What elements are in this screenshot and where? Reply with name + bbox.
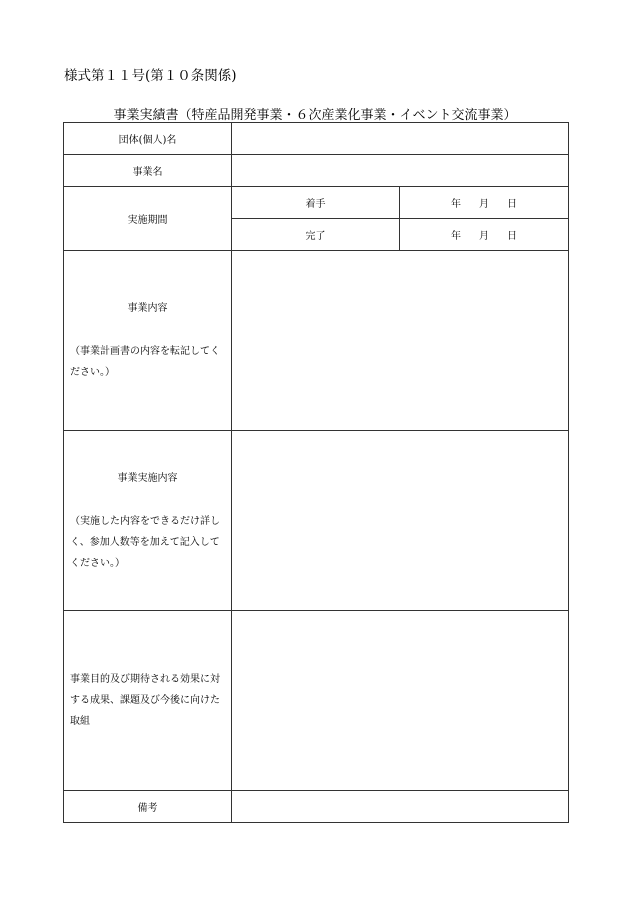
report-form-table (63, 122, 569, 823)
project-name-label: 事業名 (64, 155, 232, 187)
impl-content-cell (64, 431, 232, 611)
period-label: 実施期間 (64, 187, 232, 251)
period-start-row (64, 187, 569, 219)
form-number: 様式第１１号(第１０条関係) (64, 68, 237, 84)
end-month-label: 月 (479, 231, 489, 242)
results-label: 事業目的及び期待される効果に対する成果、課題及び今後に向けた取組 (64, 611, 232, 791)
org-name-row (64, 123, 569, 155)
end-date-field[interactable] (400, 219, 569, 251)
impl-content-label: 事業実施内容 (117, 472, 178, 484)
remarks-label: 備考 (64, 791, 232, 823)
start-label: 着手 (232, 187, 400, 219)
end-day-label: 日 (507, 231, 517, 242)
results-field[interactable] (232, 611, 569, 791)
project-name-field[interactable] (232, 155, 569, 187)
impl-content-row (64, 431, 569, 611)
plan-content-row (64, 251, 569, 431)
project-name-row (64, 155, 569, 187)
remarks-row (64, 791, 569, 823)
org-name-field[interactable] (232, 123, 569, 155)
plan-content-note: （事業計画書の内容を転記してください。） (70, 346, 220, 378)
plan-content-label: 事業内容 (127, 303, 168, 314)
end-year-label: 年 (451, 231, 461, 242)
document-title: 事業実績書（特産品開発事業・６次産業化事業・イベント交流事業） (113, 108, 517, 123)
impl-content-field[interactable] (232, 431, 569, 611)
start-year-label: 年 (451, 199, 461, 210)
start-day-label: 日 (507, 199, 517, 210)
remarks-field[interactable] (232, 791, 569, 823)
end-label: 完了 (232, 219, 400, 251)
start-date-field[interactable] (400, 187, 569, 219)
results-row (64, 611, 569, 791)
start-month-label: 月 (479, 199, 489, 210)
org-name-label: 団体(個人)名 (64, 123, 232, 155)
impl-content-note: （実施した内容をできるだけ詳しく、参加人数等を加えて記入してください。） (70, 515, 220, 569)
plan-content-cell (64, 251, 232, 431)
plan-content-field[interactable] (232, 251, 569, 431)
